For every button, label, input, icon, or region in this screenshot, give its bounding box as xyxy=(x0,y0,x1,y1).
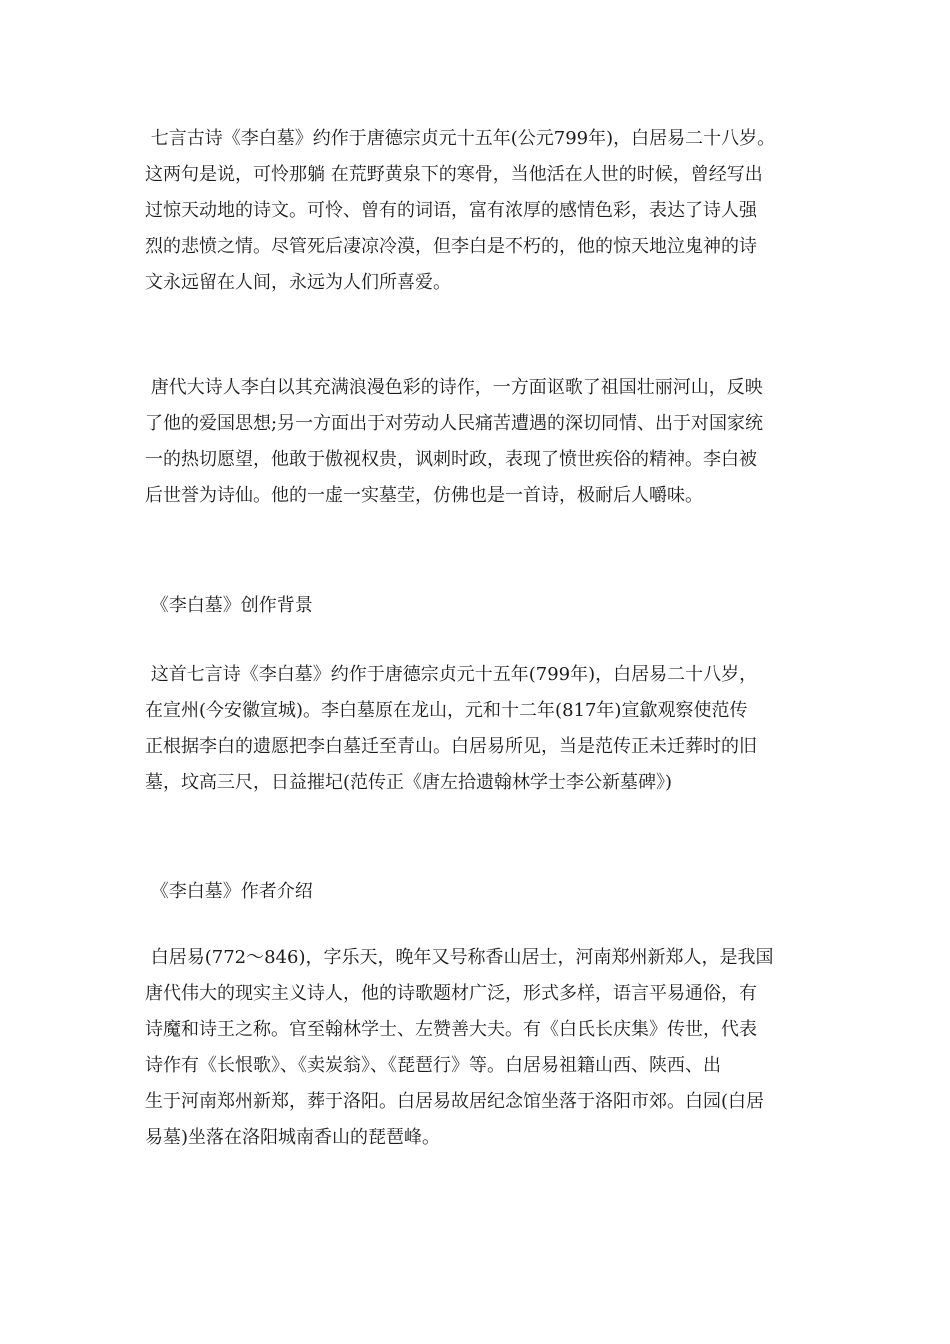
text-line: 生于河南郑州新郑，葬于洛阳。白居易故居纪念馆坐落于洛阳市郊。白园(白居 xyxy=(145,1091,765,1112)
text-line: 在宣州(今安徽宣城)。李白墓原在龙山，元和十二年(817年)宣歙观察使范传 xyxy=(145,700,748,721)
text-line: 易墓)坐落在洛阳城南香山的琵琶峰。 xyxy=(145,1127,441,1148)
text-line: 这两句是说，可怜那躺 在荒野黄泉下的寒骨，当他活在人世的时候，曾经写出 xyxy=(145,164,763,185)
heading-text: 《李白墓》创作背景 xyxy=(145,595,313,616)
text-line: 过惊天动地的诗文。可怜、曾有的词语，富有浓厚的感情色彩，表达了诗人强 xyxy=(145,200,757,221)
section-heading-background xyxy=(145,588,815,624)
text-line: 了他的爱国思想;另一方面出于对劳动人民痛苦遭遇的深切同情、出于对国家统 xyxy=(145,413,764,434)
paragraph-author xyxy=(145,940,815,1156)
text-line: 烈的悲愤之情。尽管死后凄凉冷漠，但李白是不朽的，他的惊天地泣鬼神的诗 xyxy=(145,236,757,257)
text-line: 唐代伟大的现实主义诗人，他的诗歌题材广泛，形式多样，语言平易通俗，有 xyxy=(145,983,757,1004)
text-line: 白居易(772～846)，字乐天，晚年又号称香山居士，河南郑州新郑人，是我国 xyxy=(145,947,774,968)
text-line: 一的热切愿望，他敢于傲视权贵，讽刺时政，表现了愤世疾俗的精神。李白被 xyxy=(145,449,757,470)
text-line: 唐代大诗人李白以其充满浪漫色彩的诗作，一方面讴歌了祖国壮丽河山，反映 xyxy=(145,377,763,398)
text-line: 诗作有《长恨歌》、《卖炭翁》、《琵琶行》等。白居易祖籍山西、陕西、出 xyxy=(145,1055,721,1076)
paragraph-background xyxy=(145,657,815,801)
text-line: 七言古诗《李白墓》约作于唐德宗贞元十五年(公元799年)，白居易二十八岁。 xyxy=(145,128,776,149)
text-line: 文永远留在人间，永远为人们所喜爱。 xyxy=(145,272,451,293)
heading-text: 《李白墓》作者介绍 xyxy=(145,881,313,902)
paragraph-li-bai-appreciation xyxy=(145,370,815,514)
text-line: 这首七言诗《李白墓》约作于唐德宗贞元十五年(799年)，白居易二十八岁， xyxy=(145,664,758,685)
paragraph-poem-explanation xyxy=(145,121,815,301)
text-line: 后世誉为诗仙。他的一虚一实墓茔，仿佛也是一首诗，极耐后人嚼味。 xyxy=(145,485,703,506)
section-heading-author xyxy=(145,874,815,910)
text-line: 正根据李白的遗愿把李白墓迁至青山。白居易所见，当是范传正未迁葬时的旧 xyxy=(145,736,757,757)
text-line: 诗魔和诗王之称。官至翰林学士、左赞善大夫。有《白氏长庆集》传世，代表 xyxy=(145,1019,757,1040)
text-line: 墓，坟高三尺，日益摧圮(范传正《唐左拾遗翰林学士李公新墓碑》) xyxy=(145,772,673,793)
